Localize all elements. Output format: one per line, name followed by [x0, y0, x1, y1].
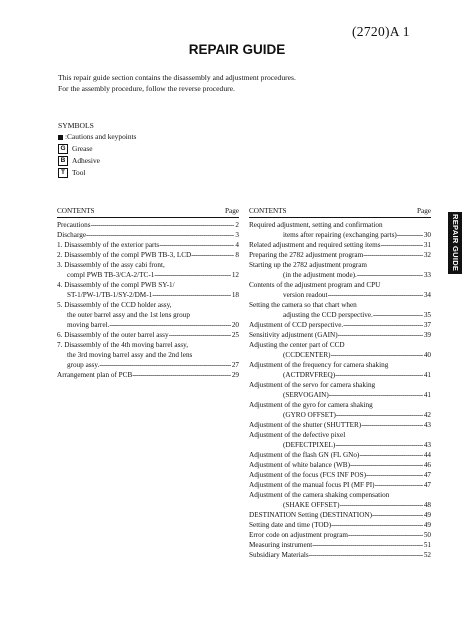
dot-leader [340, 500, 423, 510]
toc-entry[interactable] [57, 320, 239, 330]
toc-page-number: 2 [235, 221, 239, 229]
toc-entry-label: Adjustment of white balance (WB) [249, 461, 350, 469]
toc-entry[interactable] [249, 330, 431, 340]
toc-page-number: 44 [423, 451, 431, 459]
caution-square-icon [58, 135, 63, 140]
dot-leader [359, 450, 422, 460]
toc-entry[interactable] [57, 290, 239, 300]
dot-leader [373, 310, 423, 320]
toc-entry[interactable] [249, 240, 431, 250]
toc-entry-label: Arrangement plan of PCB [57, 371, 133, 379]
toc-entry-label: compl PWB TB-3/CA-2/TC-1 [67, 271, 155, 279]
adhesive-icon: B [58, 156, 68, 166]
symbol-adhesive [58, 156, 100, 166]
toc-entry-label: version readout [283, 291, 328, 299]
toc-entry-label: (GYRO OFFSET) [283, 411, 336, 419]
toc-page-number: 34 [423, 291, 431, 299]
toc-left-header [57, 207, 239, 216]
toc-entry-label: (SHAKE OFFSET) [283, 501, 340, 509]
toc-page-number: 3 [235, 231, 239, 239]
toc-page-number: 31 [423, 241, 431, 249]
toc-entry[interactable] [57, 250, 239, 260]
toc-entry-line: Adjusting the center part of CCD [249, 341, 345, 349]
toc-entry-label: Adjustment of the focus (FCS INF POS) [249, 471, 367, 479]
toc-page-number: 43 [423, 441, 431, 449]
toc-entry-label: Setting date and time (TOD) [249, 521, 332, 529]
toc-entry[interactable] [249, 470, 431, 480]
toc-entry-label: (SERVOGAIN) [283, 391, 329, 399]
symbols-heading: SYMBOLS [58, 121, 94, 130]
dot-leader [361, 420, 423, 430]
toc-page-number: 35 [423, 311, 431, 319]
dot-leader [329, 390, 423, 400]
toc-entry-label: Discharge [57, 231, 87, 239]
toc-page-number: 50 [423, 531, 431, 539]
symbol-label: Tool [72, 168, 86, 177]
dot-leader [328, 290, 423, 300]
dot-leader [312, 540, 423, 550]
toc-page-number: 20 [231, 321, 239, 329]
toc-page-number: 37 [423, 321, 431, 329]
toc-page-number: 12 [231, 271, 239, 279]
toc-entry-line: Contents of the adjustment program and CPU [249, 281, 381, 289]
toc-entry[interactable] [249, 510, 431, 520]
dot-leader [132, 370, 231, 380]
toc-entry-label: ST-1/PW-1/TB-1/SY-2/DM-1 [67, 291, 153, 299]
toc-entry[interactable] [249, 480, 431, 490]
toc-entry[interactable] [249, 390, 431, 400]
toc-entry[interactable] [249, 230, 431, 240]
toc-entry-label: 6. Disassembly of the outer barrel assy [57, 331, 169, 339]
toc-entry-label: 1. Disassembly of the exterior parts [57, 241, 160, 249]
toc-entry[interactable] [57, 330, 239, 340]
toc-entry-label: moving barrel. [67, 321, 110, 329]
toc-page-number: 4 [235, 241, 239, 249]
dot-leader [154, 270, 230, 280]
toc-entry-line: Adjustment of the defective pixel [249, 431, 346, 439]
symbol-grease [58, 144, 93, 154]
dot-leader [159, 240, 234, 250]
toc-page-number: 39 [423, 331, 431, 339]
symbol-label: :Cautions and keypoints [65, 132, 137, 141]
dot-leader [375, 480, 423, 490]
toc-entry[interactable] [249, 410, 431, 420]
toc-entry[interactable] [57, 220, 239, 230]
toc-right-header [249, 207, 431, 216]
toc-entry-label: Preparing the 2782 adjustment program [249, 251, 364, 259]
symbol-label: Grease [72, 144, 93, 153]
toc-entry-line: Required adjustment, setting and confirmation [249, 221, 383, 229]
toc-page-number: 43 [423, 421, 431, 429]
toc-entry-label: (in the adjustment mode). [283, 271, 357, 279]
dot-leader [350, 460, 423, 470]
page-title: REPAIR GUIDE [188, 42, 286, 57]
toc-left-list [57, 220, 239, 380]
toc-entry[interactable] [249, 370, 431, 380]
dot-leader [169, 330, 231, 340]
toc-entry[interactable] [249, 460, 431, 470]
toc-entry[interactable] [57, 240, 239, 250]
toc-entry[interactable] [249, 440, 431, 450]
toc-left [57, 207, 239, 380]
toc-entry[interactable] [249, 270, 431, 280]
toc-entry-label: (DEFECTPIXEL) [283, 441, 336, 449]
toc-entry-line: 4. Disassembly of the compl PWB SY-1/ [57, 281, 175, 289]
dot-leader [309, 550, 423, 560]
dot-leader [343, 320, 423, 330]
dot-leader [191, 250, 234, 260]
toc-entry-line: the 3rd moving barrel assy and the 2nd lens [67, 351, 193, 359]
dot-leader [397, 230, 423, 240]
toc-entry[interactable] [57, 270, 239, 280]
toc-entry-line: Setting the camera so that chart when [249, 301, 357, 309]
toc-entry-label: Related adjustment and required setting items [249, 241, 381, 249]
toc-page-number: 25 [231, 331, 239, 339]
toc-entry-label: items after repairing (exchanging parts) [283, 231, 397, 239]
dot-leader [381, 240, 423, 250]
toc-entry[interactable] [249, 540, 431, 550]
toc-page-number: 32 [423, 251, 431, 259]
toc-entry-label: 2. Disassembly of the compl PWB TB-3, LCD [57, 251, 192, 259]
toc-entry-line: Adjustment of the gyro for camera shaking [249, 401, 373, 409]
toc-entry-label: group assy. [67, 361, 100, 369]
toc-entry-line: Adjustment of the servo for camera shaking [249, 381, 376, 389]
toc-entry[interactable] [249, 420, 431, 430]
toc-heading: CONTENTS [249, 207, 287, 215]
toc-page-number: 41 [423, 391, 431, 399]
dot-leader [91, 220, 235, 230]
grease-icon: G [58, 144, 68, 154]
toc-entry[interactable] [249, 530, 431, 540]
intro-line: For the assembly procedure, follow the reverse procedure. [58, 84, 235, 93]
dot-leader [366, 470, 423, 480]
toc-entry-line: Adjustment of the camera shaking compensation [249, 491, 390, 499]
dot-leader [348, 530, 423, 540]
dot-leader [363, 250, 423, 260]
toc-page-number: 42 [423, 411, 431, 419]
dot-leader [335, 370, 423, 380]
toc-entry-line: Adjustment of the frequency for camera shaking [249, 361, 389, 369]
toc-entry[interactable] [249, 290, 431, 300]
toc-right-list [249, 220, 431, 560]
toc-page-number: 49 [423, 511, 431, 519]
toc-entry-label: adjusting the CCD perspective. [283, 311, 373, 319]
dot-leader [109, 320, 230, 330]
toc-entry-line: 5. Disassembly of the CCD holder assy, [57, 301, 172, 309]
toc-entry-label: Precautions [57, 221, 91, 229]
toc-divider [249, 217, 431, 218]
toc-entry-label: Error code on adjustment program [249, 531, 348, 539]
toc-entry-label: Adjustment of the shutter (SHUTTER) [249, 421, 362, 429]
dot-leader [152, 290, 231, 300]
toc-page-number: 29 [231, 371, 239, 379]
toc-page-number: 52 [423, 551, 431, 559]
symbol-caution [58, 132, 136, 142]
toc-entry-line: Starting up the 2782 adjustment program [249, 261, 367, 269]
dot-leader [331, 350, 423, 360]
dot-leader [336, 410, 423, 420]
toc-divider [57, 217, 239, 218]
toc-entry-label: Measuring instrument [249, 541, 313, 549]
toc-page-heading: Page [225, 207, 239, 215]
intro-text [58, 72, 296, 94]
toc-right [249, 207, 431, 560]
toc-entry-line: the outer barrel assy and the 1st lens group [67, 311, 190, 319]
symbol-label: Adhesive [72, 156, 100, 165]
toc-page-number: 48 [423, 501, 431, 509]
toc-page-number: 51 [423, 541, 431, 549]
section-side-tab: REPAIR GUIDE [448, 212, 462, 274]
toc-entry[interactable] [249, 520, 431, 530]
toc-entry-label: (ACTDRVFREQ) [283, 371, 336, 379]
toc-page-number: 49 [423, 521, 431, 529]
toc-entry[interactable] [57, 230, 239, 240]
toc-page-number: 33 [423, 271, 431, 279]
toc-page-number: 18 [231, 291, 239, 299]
toc-heading: CONTENTS [57, 207, 95, 215]
symbol-tool [58, 168, 85, 178]
toc-entry-label: Adjustment of the manual focus PI (MF PI) [249, 481, 375, 489]
toc-page-number: 41 [423, 371, 431, 379]
tool-icon: T [58, 168, 68, 178]
toc-page-heading: Page [417, 207, 431, 215]
toc-page-number: 47 [423, 471, 431, 479]
toc-entry[interactable] [249, 250, 431, 260]
dot-leader [357, 270, 423, 280]
toc-entry-label: Sensitivity adjustment (GAIN) [249, 331, 338, 339]
toc-page-number: 27 [231, 361, 239, 369]
toc-entry[interactable] [57, 360, 239, 370]
toc-page-number: 8 [235, 251, 239, 259]
document-code: (2720)A 1 [352, 24, 410, 39]
dot-leader [331, 520, 423, 530]
toc-page-number: 47 [423, 481, 431, 489]
dot-leader [86, 230, 234, 240]
toc-entry[interactable] [249, 310, 431, 320]
toc-page-number: 40 [423, 351, 431, 359]
toc-page-number: 46 [423, 461, 431, 469]
dot-leader [338, 330, 423, 340]
toc-entry-line: 3. Disassembly of the assy cabi front, [57, 261, 165, 269]
toc-entry-label: Adjustment of the flash GN (FL GNo) [249, 451, 360, 459]
toc-entry[interactable] [249, 320, 431, 330]
intro-line: This repair guide section contains the disassembly and adjustment procedures. [58, 73, 296, 82]
toc-entry-label: Adjustment of CCD perspective. [249, 321, 344, 329]
toc-page-number: 30 [423, 231, 431, 239]
toc-entry-line: 7. Disassembly of the 4th moving barrel assy, [57, 341, 189, 349]
toc-entry-label: Subsidiary Materials [249, 551, 309, 559]
toc-entry-label: DESTINATION Setting (DESTINATION) [249, 511, 372, 519]
toc-entry[interactable] [249, 450, 431, 460]
toc-entry[interactable] [249, 550, 431, 560]
dot-leader [99, 360, 231, 370]
dot-leader [335, 440, 423, 450]
toc-entry[interactable] [57, 370, 239, 380]
toc-entry[interactable] [249, 350, 431, 360]
toc-entry-label: (CCDCENTER) [283, 351, 331, 359]
dot-leader [372, 510, 423, 520]
toc-entry[interactable] [249, 500, 431, 510]
